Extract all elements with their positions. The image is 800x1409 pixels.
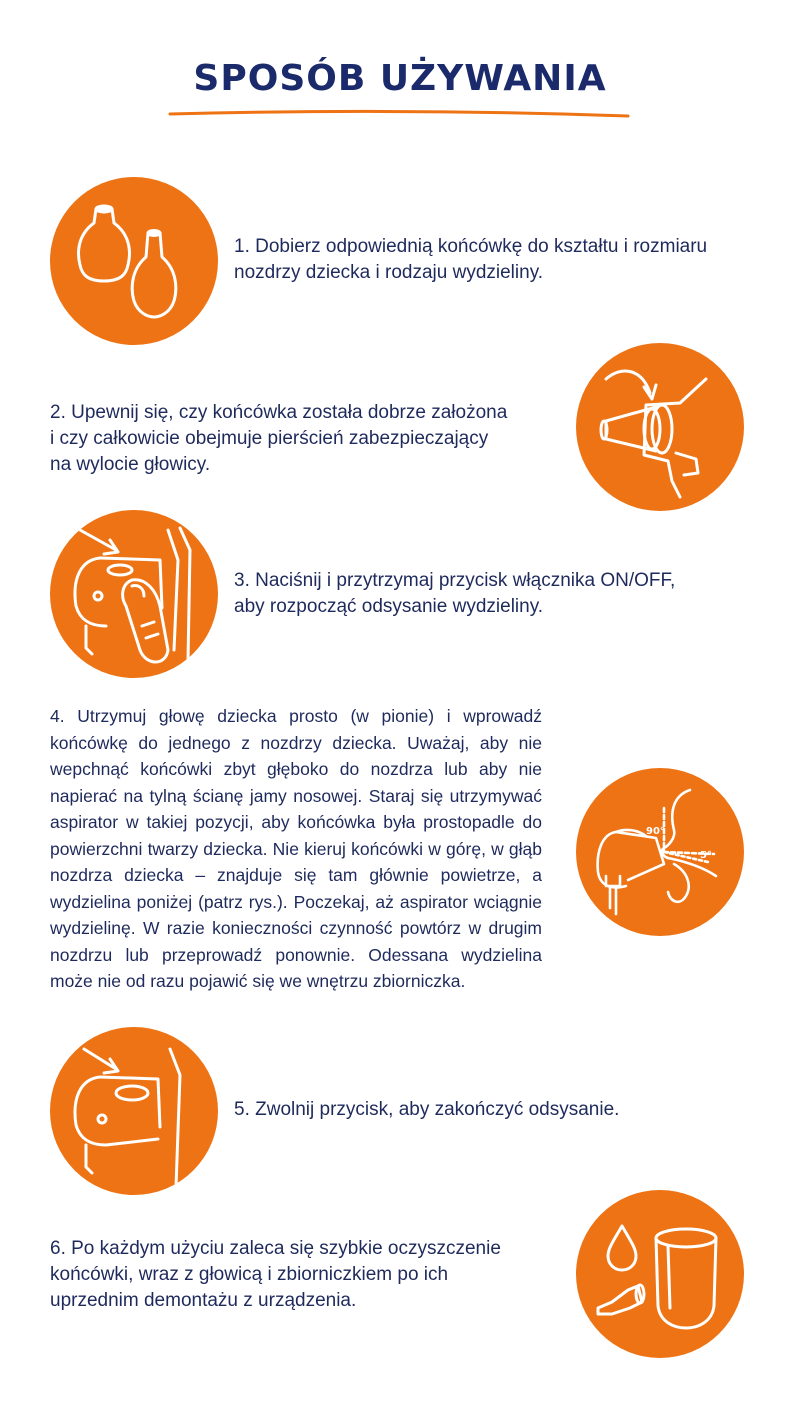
- press-button-icon: [50, 510, 218, 678]
- step-5-text: 5. Zwolnij przycisk, aby zakończyć odsysanie.: [234, 1099, 620, 1120]
- step-6-text: 6. Po każdym użyciu zaleca się szybkie oczyszczenie końcówki, wraz z głowicą i zbiorniczkiem po ich uprzednim demontażu z urządzenia.: [50, 1238, 501, 1311]
- step-2-text: 2. Upewnij się, czy końcówka została dobrze założona i czy całkowicie obejmuje pierścień zabezpieczający na wylocie głowicy.: [50, 402, 508, 475]
- title-underline: [168, 104, 630, 120]
- nose-angle-icon: [576, 768, 744, 936]
- cleaning-icon: [576, 1190, 744, 1358]
- step-3-text: 3. Naciśnij i przytrzymaj przycisk włącznika ON/OFF, aby rozpocząć odsysanie wydzieliny.: [234, 570, 676, 617]
- step-1-text: 1. Dobierz odpowiednią końcówkę do kształtu i rozmiaru nozdrzy dziecka i rodzaju wydzieliny.: [234, 236, 708, 283]
- nozzle-tips-icon: [50, 177, 218, 345]
- page-title: SPOSÓB UŻYWANIA: [193, 58, 607, 99]
- attach-tip-icon: [576, 343, 744, 511]
- angle-90-label: 90°: [646, 826, 665, 837]
- release-button-icon: [50, 1027, 218, 1195]
- step-4-text: 4. Utrzymuj głowę dziecka prosto (w pionie) i wprowadź końcówkę do jednego z nozdrzy dziecka. Uważaj, aby nie wepchnąć końcówki zbyt głęboko do nozdrza lub aby nie napierać na tylną ścianę jamy nosowej. Staraj się utrzymywać aspirator w takiej pozycji, aby końcówka była prostopadle do powierzchni twarzy dziecka. Nie kieruj końcówki w górę, w głąb nozdrza dziecka – znajduje się tam głównie powietrze, a wydzielina poniżej (patrz rys.). Poczekaj, aż aspirator wciągnie wydzielinę. W razie konieczności czynność powtórz w drugim nozdrzu lub przeprowadź ponownie. Odessana wydzielina może nie od razu pojawić się we wnętrzu zbiorniczka.: [50, 706, 542, 991]
- angle-5-label: 5°: [700, 850, 712, 861]
